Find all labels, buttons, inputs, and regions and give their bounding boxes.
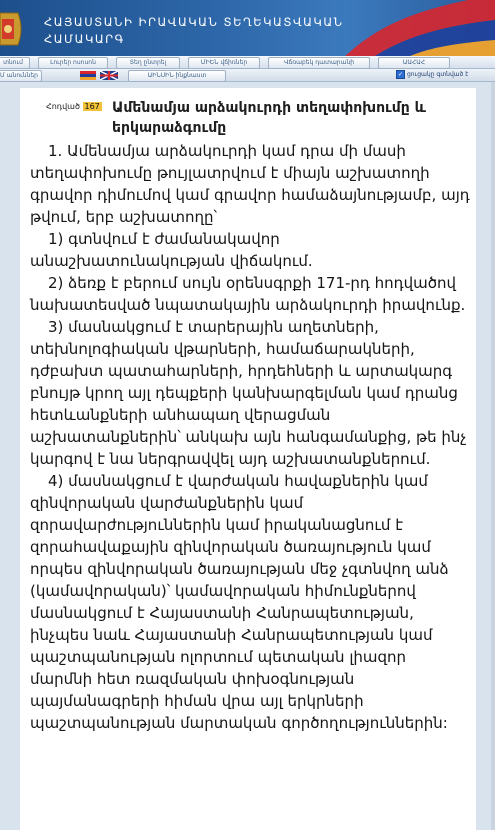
paragraph-1-item-4: 4) մասնակցում է վարժական հավաքներին կամ զինվորական վարժանքներին կամ զորավարժություններին կամ իրականացնում է զորահավաքային զինվորական ծառայություն կամ որպես զինվորական ծառայության մեջ չգտնվող անձ (կամավորական)՝ կամավորական հիմունքներով մասնակցում է Հայաստանի Հանրապետության, ինչպես նաև Հայաստանի Հանրապետության կամ պաշտպանության ոլորտում պետական լիազոր մարմնի հետ ռազմական փոխօգնության պայմանագրերի հիման վրա այլ երկրների պաշտպանության մարտական գործողություններին: — [30, 472, 449, 732]
site-brand[interactable] — [44, 14, 344, 48]
nav-tab-home[interactable]: տնում — [0, 57, 30, 69]
article-label-text: Հոդված — [46, 102, 80, 111]
article-title: Ամենամյա արձակուրդի տեղափոխումը և երկարաձգումը — [112, 100, 426, 136]
paragraph-1-item-2: 2) ձեռք է բերում սույն օրենսգրքի 171-րդ հոդվածով նախատեսված նպատակային արձակուրդի իրավունք. — [30, 274, 466, 314]
nav-tab-self[interactable]: ԱԻՆՍԻՆ ինքնաստ — [128, 70, 226, 82]
armenian-flag-icon — [335, 0, 495, 56]
article-number-badge[interactable]: 167 — [84, 102, 100, 111]
article-body — [30, 140, 470, 734]
brand-line-1: ՀԱՅԱՍՏԱՆԻ ԻՐԱՎԱԿԱՆ ՏԵՂԵԿԱՏՎԱԿԱՆ — [44, 15, 344, 29]
page-scrollbar[interactable] — [491, 82, 495, 830]
nav-tab-cassation[interactable]: Վճռաբեկ դատարանի — [268, 57, 370, 69]
found-list-toggle[interactable] — [396, 70, 495, 80]
article-label — [46, 102, 102, 111]
secondary-nav — [0, 69, 495, 82]
brand-line-2: ՀԱՄԱԿԱՐԳ — [44, 32, 125, 46]
nav-tab-extra[interactable]: ԱԱՀԱՀ — [378, 57, 450, 69]
paragraph-1: 1. Ամենամյա արձակուրդի կամ դրա մի մասի տեղափոխումը թույլատրվում է միայն աշխատողի գրավոր դիմումով կամ գրավոր համաձայնությամբ, այդ թվում, երբ աշխատողը՝ — [30, 142, 470, 226]
nav-tab-echr[interactable]: ՄԻԵՆ վճիռներ — [188, 57, 260, 69]
checkbox-label: ցուցակը գտնված է — [407, 71, 469, 78]
checkbox-checked-icon[interactable]: ✓ — [397, 71, 404, 78]
language-flags-icon[interactable] — [80, 70, 120, 80]
coat-of-arms-icon — [0, 9, 24, 49]
main-nav — [0, 56, 495, 69]
nav-tab-names[interactable]: Մ անուններ — [0, 70, 42, 82]
nav-tab-select[interactable]: Տեղ ընտրել — [116, 57, 180, 69]
site-header — [0, 0, 495, 56]
nav-tab-news[interactable]: Լուրեր ոսոսոն — [38, 57, 108, 69]
paragraph-1-item-1: 1) գտնվում է ժամանակավոր անաշխատունակության վիճակում. — [30, 230, 313, 270]
paragraph-1-item-3: 3) մասնակցում է տարերային աղետների, տեխնոլոգիական վթարների, համաճարակների, դժբախտ պատահարների, հրդեհների և արտակարգ բնույթ կրող այլ դեպքերի կանխարգելման կամ դրանց հետևանքների անհապաղ վերացման աշխատանքներին՝ անկախ այն հանգամանքից, թե ինչ կարգով է նա ներգրավվել այդ աշխատանքներում. — [30, 318, 467, 468]
